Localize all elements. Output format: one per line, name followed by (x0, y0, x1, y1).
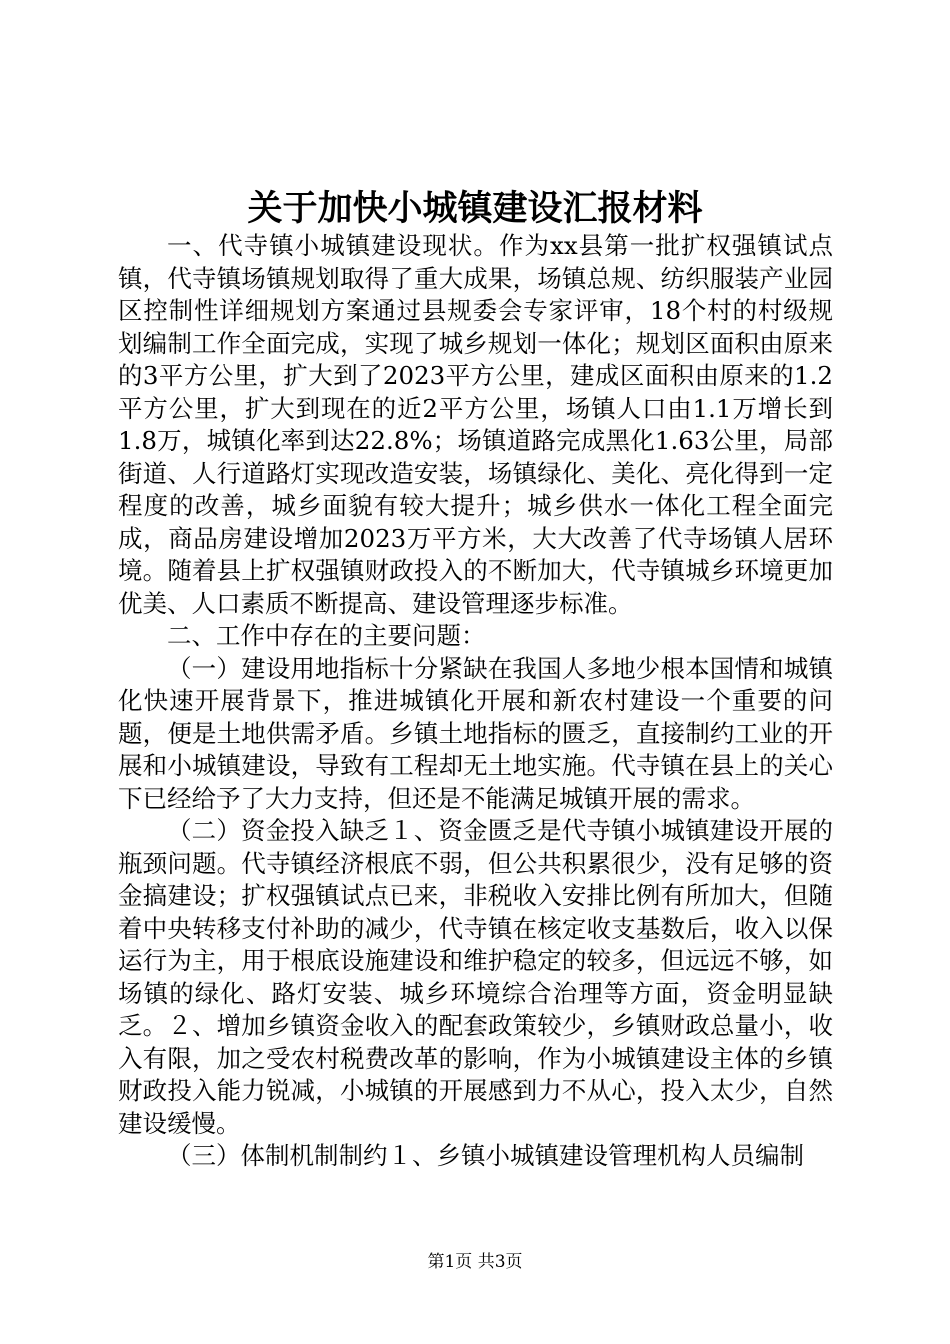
paragraph-funding-shortage: （二）资金投入缺乏１、资金匮乏是代寺镇小城镇建设开展的瓶颈问题。代寺镇经济根底不弱，但公共积累很少，没有足够的资金搞建设；扩权强镇试点已来，非税收入安排比例有所加大，但随着中央转移支付补助的减少，代寺镇在核定收支基数后，收入以保运行为主，用于根底设施建设和维护稳定的较多，但远远不够，如场镇的绿化、路灯安装、城乡环境综合治理等方面，资金明显缺乏。２、增加乡镇资金收入的配套政策较少，乡镇财政总量小，收入有限，加之受农村税费改革的影响，作为小城镇建设主体的乡镇财政投入能力锐减，小城镇的开展感到力不从心，投入太少，自然建设缓慢。 (118, 816, 833, 1138)
document-body (118, 230, 833, 1173)
paragraph-land-shortage: （一）建设用地指标十分紧缺在我国人多地少根本国情和城镇化快速开展背景下，推进城镇化开展和新农村建设一个重要的问题，便是土地供需矛盾。乡镇土地指标的匮乏，直接制约工业的开展和小城镇建设，导致有工程却无土地实施。代寺镇在县上的关心下已经给予了大力支持，但还是不能满足城镇开展的需求。 (118, 653, 833, 813)
paragraph-problems-heading: 二、工作中存在的主要问题： (167, 621, 486, 650)
page-number-footer: 第1页 共3页 (427, 1252, 523, 1272)
document-title: 关于加快小城镇建设汇报材料 (247, 188, 703, 229)
paragraph-institutional-constraints: （三）体制机制制约１、乡镇小城镇建设管理机构人员编制 (167, 1141, 804, 1170)
paragraph-current-status: 一、代寺镇小城镇建设现状。作为xx县第一批扩权强镇试点镇，代寺镇场镇规划取得了重大成果，场镇总规、纺织服装产业园区控制性详细规划方案通过县规委会专家评审，18个村的村级规划编制工作全面完成，实现了城乡规划一体化；规划区面积由原来的3平方公里，扩大到了2023平方公里，建成区面积由原来的1.2平方公里，扩大到现在的近2平方公里，场镇人口由1.1万增长到1.8万，城镇化率到达22.8%；场镇道路完成黑化1.63公里，局部街道、人行道路灯实现改造安装，场镇绿化、美化、亮化得到一定程度的改善，城乡面貌有较大提升；城乡供水一体化工程全面完成，商品房建设增加2023万平方米，大大改善了代寺场镇人居环境。随着县上扩权强镇财政投入的不断加大，代寺镇城乡环境更加优美、人口素质不断提高、建设管理逐步标准。 (118, 231, 833, 618)
